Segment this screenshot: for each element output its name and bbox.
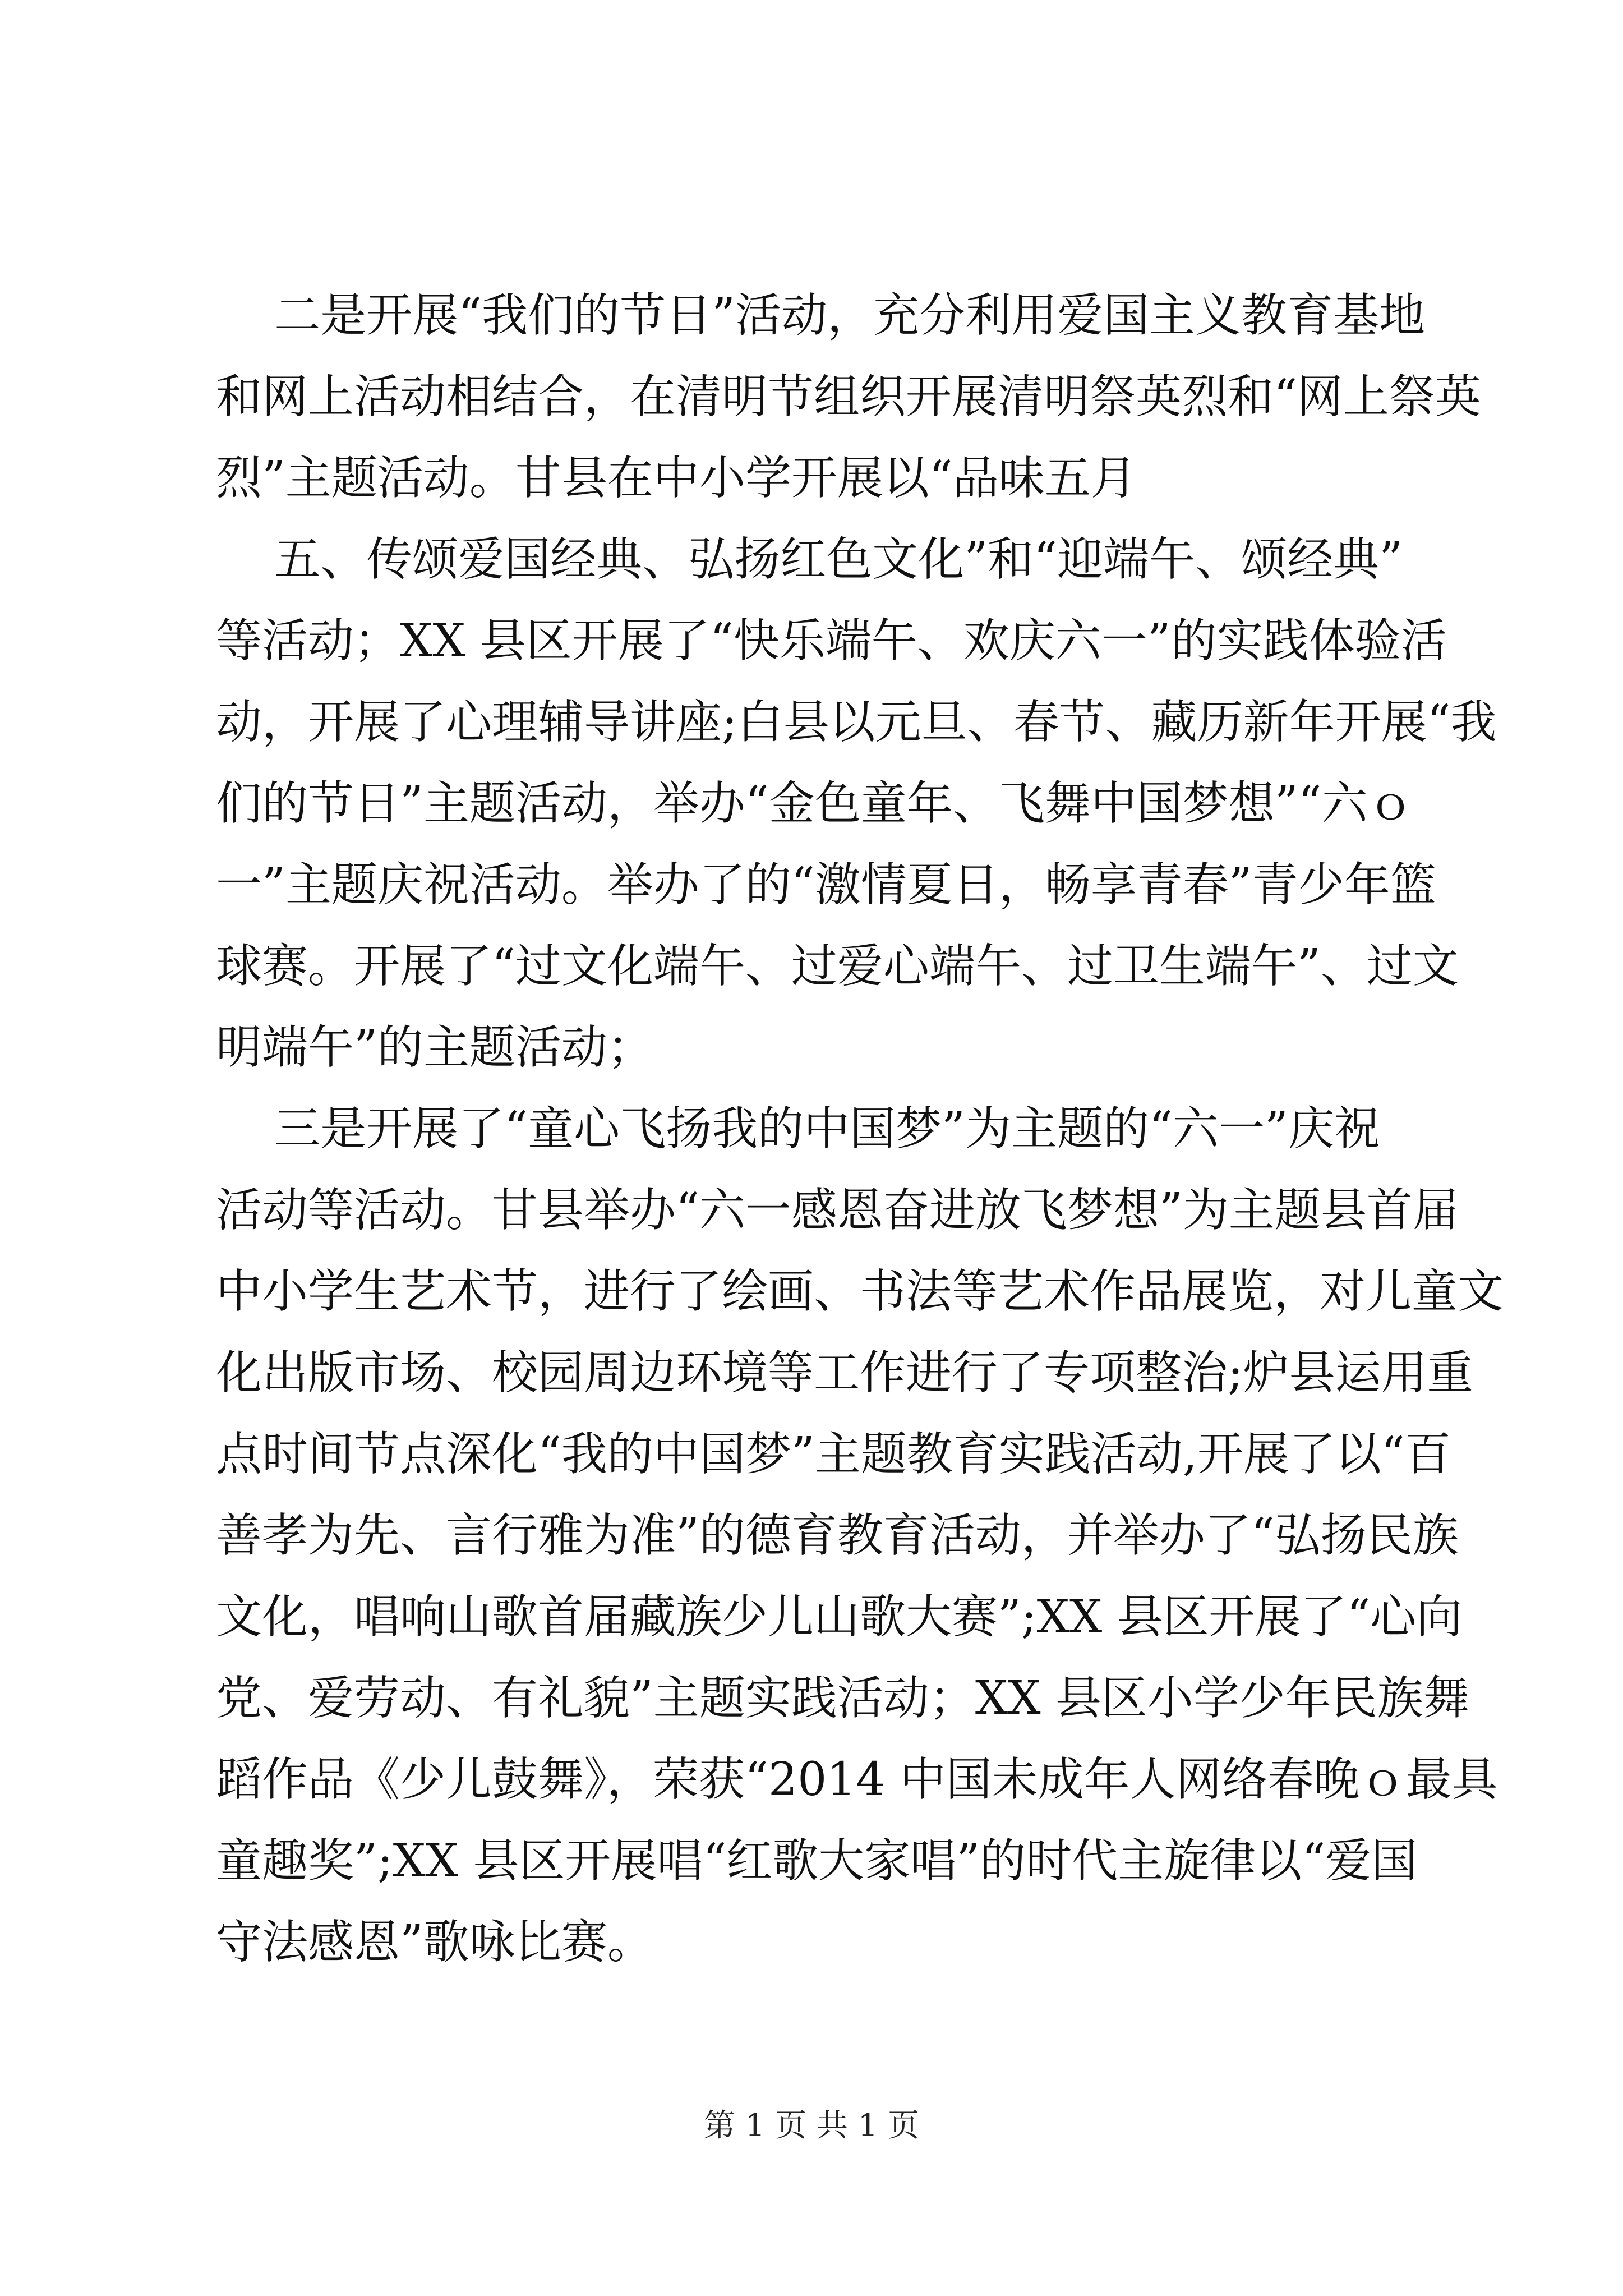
text-line: 守法感恩”歌咏比赛。 xyxy=(216,1916,653,1969)
text-line: 二是开展“我们的节日”活动，充分利用爱国主义教育基地 xyxy=(216,289,1426,342)
text-line: 明端午”的主题活动； xyxy=(216,1021,653,1074)
text-line: 动，开展了心理辅导讲座;白县以元旦、春节、藏历新年开展“我 xyxy=(216,696,1497,749)
text-line: 活动等活动。甘县举办“六一感恩奋进放飞梦想”为主题县首届 xyxy=(216,1184,1459,1237)
text-line: 中小学生艺术节，进行了绘画、书法等艺术作品展览，对儿童文 xyxy=(216,1265,1504,1318)
text-line: 蹈作品《少儿鼓舞》，荣获“2014 中国未成年人网络春晚ｏ最具 xyxy=(216,1753,1498,1806)
text-line: 文化，唱响山歌首届藏族少儿山歌大赛”;XX 县区开展了“心向 xyxy=(216,1590,1463,1644)
text-line: 一”主题庆祝活动。举办了的“激情夏日，畅享青春”青少年篮 xyxy=(216,858,1436,912)
text-line: 烈”主题活动。甘县在中小学开展以“品味五月 xyxy=(216,452,1137,505)
text-line: 们的节日”主题活动，举办“金色童年、飞舞中国梦想”“六ｏ xyxy=(216,777,1414,830)
text-line: 等活动；XX 县区开展了“快乐端午、欢庆六一”的实践体验活 xyxy=(216,614,1447,668)
text-line: 党、爱劳动、有礼貌”主题实践活动；XX 县区小学少年民族舞 xyxy=(216,1672,1469,1725)
text-line: 五、传颂爱国经典、弘扬红色文化”和“迎端午、颂经典” xyxy=(216,533,1403,586)
text-line: 点时间节点深化“我的中国梦”主题教育实践活动,开展了以“百 xyxy=(216,1428,1451,1481)
document-body xyxy=(216,275,1504,1983)
text-line: 和网上活动相结合，在清明节组织开展清明祭英烈和“网上祭英 xyxy=(216,370,1481,424)
text-line: 三是开展了“童心飞扬我的中国梦”为主题的“六一”庆祝 xyxy=(216,1102,1380,1156)
text-line: 童趣奖”;XX 县区开展唱“红歌大家唱”的时代主旋律以“爱国 xyxy=(216,1834,1418,1888)
text-line: 善孝为先、言行雅为准”的德育教育活动，并举办了“弘扬民族 xyxy=(216,1509,1459,1562)
page-footer: 第 1 页 共 1 页 xyxy=(703,2108,920,2144)
text-line: 化出版市场、校园周边环境等工作进行了专项整治;炉县运用重 xyxy=(216,1346,1473,1400)
text-line: 球赛。开展了“过文化端午、过爱心端午、过卫生端午”、过文 xyxy=(216,940,1459,993)
